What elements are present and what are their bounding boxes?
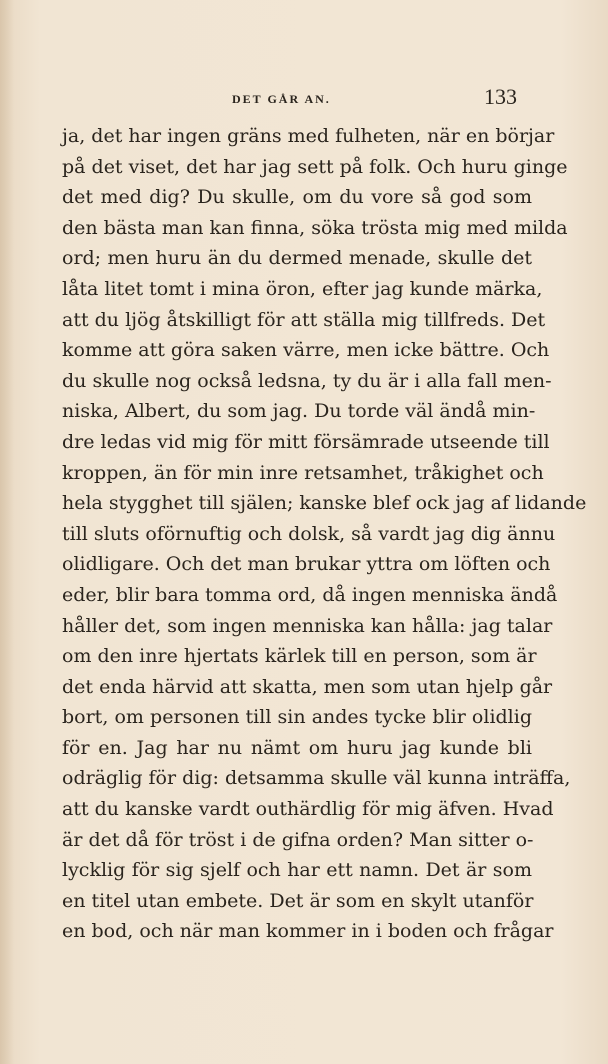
text-line: odräglig för dig: detsamma skulle väl kunna inträffa, bbox=[62, 767, 571, 790]
text-line: låta litet tomt i mina öron, efter jag kunde märka, bbox=[62, 277, 543, 300]
text-line: ord; men huru än du dermed menade, skulle det bbox=[62, 247, 532, 270]
text-line: niska, Albert, du som jag. Du torde väl ändå min- bbox=[62, 400, 536, 423]
text-line: för en. Jag har nu nämt om huru jag kunde bli bbox=[62, 736, 532, 759]
text-line: eder, blir bara tomma ord, då ingen menniska ändå bbox=[62, 583, 558, 606]
text-line: är det då för tröst i de gifna orden? Man sitter o- bbox=[62, 828, 534, 851]
page-number: 133 bbox=[484, 84, 517, 109]
text-line: olidligare. Och det man brukar yttra om löften och bbox=[62, 553, 551, 576]
running-head: DET GÅR AN. bbox=[232, 92, 331, 106]
text-line: bort, om personen till sin andes tycke blir olidlig bbox=[62, 706, 532, 729]
text-line: lycklig för sig sjelf och har ett namn. Det är som bbox=[62, 859, 532, 882]
text-line: ja, det har ingen gräns med fulheten, när en börjar bbox=[62, 125, 555, 147]
text-line: att du kanske vardt outhärdlig för mig äfven. Hvad bbox=[62, 798, 554, 821]
text-line: den bästa man kan finna, söka trösta mig med milda bbox=[62, 216, 568, 239]
text-line: du skulle nog också ledsna, ty du är i alla fall men- bbox=[62, 369, 552, 392]
text-line: på det viset, det har jag sett på folk. Och huru ginge bbox=[62, 155, 568, 178]
text-line: komme att göra saken värre, men icke bättre. Och bbox=[62, 339, 550, 362]
text-line: dre ledas vid mig för mitt försämrade utseende till bbox=[62, 430, 550, 453]
text-line: till sluts oförnuftig och dolsk, så vardt jag dig ännu bbox=[62, 522, 556, 545]
body-text bbox=[62, 121, 587, 947]
text-line: det enda härvid att skatta, men som utan hjelp går bbox=[62, 675, 553, 698]
page-header bbox=[62, 84, 517, 114]
text-line: hela stygghet till själen; kanske blef ock jag af lidande bbox=[62, 492, 587, 515]
text-line: håller det, som ingen menniska kan hålla: jag talar bbox=[62, 614, 553, 637]
text-line: att du ljög åtskilligt för att ställa mig tillfreds. Det bbox=[62, 308, 546, 331]
text-line: en titel utan embete. Det är som en skylt utanför bbox=[62, 889, 534, 912]
text-line: kroppen, än för min inre retsamhet, tråkighet och bbox=[62, 461, 544, 484]
text-line: det med dig? Du skulle, om du vore så god som bbox=[62, 186, 532, 209]
text-line: om den inre hjertats kärlek till en person, som är bbox=[62, 645, 537, 668]
text-line: en bod, och när man kommer in i boden och frågar bbox=[62, 920, 554, 943]
